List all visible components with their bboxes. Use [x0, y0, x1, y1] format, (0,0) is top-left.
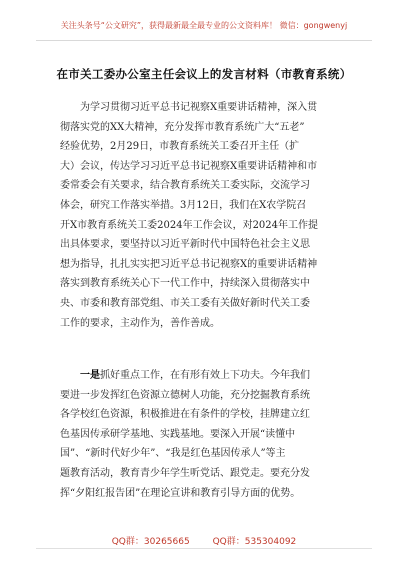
paragraph-1-line: 出具体要求，要坚持以习近平新时代中国特色社会主义思	[60, 239, 310, 251]
paragraph-1-line: 为学习贯彻习近平总书记视察X重要讲话精神，深入贯	[60, 102, 318, 113]
header-banner: 关注头条号“公文研究”，获得最新最全最专业的公文资料库！ 微信：gongwenyj	[60, 21, 348, 30]
paragraph-1-line: 开X市教育系统关工委2024年工作会议，对2024年工作提	[60, 219, 319, 231]
paragraph-2-line: 挥“夕阳红报告团”在理论宣讲和教育引导方面的优势。	[60, 487, 301, 499]
paragraph-2-line: 要进一步发挥红色资源立德树人功能，充分挖掘教育系统	[60, 389, 310, 401]
document-title: 在市关工委办公室主任会议上的发言材料（市教育系统）	[56, 67, 352, 81]
paragraph-2-first-line	[60, 366, 348, 386]
paragraph-1-line: 体会，研究工作落实举措。3月12日，我们在X农学院召	[60, 199, 307, 211]
paragraph-2	[60, 366, 348, 503]
paragraph-2-line: 各学校红色资源，积极推进在有条件的学校，挂牌建立红	[60, 409, 310, 421]
footer-qq-group-2: QQ群：535304092	[212, 537, 297, 547]
paragraph-2-lead: 一是	[80, 370, 100, 381]
paragraph-2-line: 题教育活动，教育青少年学生听党话、跟党走。要充分发	[60, 467, 310, 479]
footer-divider	[36, 548, 372, 549]
paragraph-1	[60, 98, 348, 333]
footer-qq-group-1: QQ群：30265665	[111, 537, 190, 547]
paragraph-2-line: 国”、“新时代好少年”、“我是红色基因传承人”等主	[60, 448, 286, 460]
paragraph-1-line: 经验优势，2月29日，市教育系统关工委召开主任（扩	[60, 141, 300, 153]
footer	[0, 534, 408, 547]
paragraph-1-line: 委常委会有关要求，结合教育系统关工委实际，交流学习	[60, 180, 310, 192]
paragraph-1-line: 想为指导，扎扎实实把习近平总书记视察X的重要讲话精神	[60, 258, 318, 270]
header-divider	[36, 40, 372, 41]
paragraph-1-line: 落实到教育系统关心下一代工作中，持续深入贯彻落实中	[60, 278, 310, 290]
paragraph-1-line: 央、市委和教育部党组、市关工委有关做好新时代关工委	[60, 297, 310, 309]
paragraph-1-line: 彻落实党的XX大精神，充分发挥市教育系统广大“五老”	[60, 121, 305, 133]
paragraph-2-first-rest: 抓好重点工作，在有形有效上下功夫。今年我们	[100, 370, 310, 381]
paragraph-2-line: 色基因传承研学基地、实践基地。要深入开展“读懂中	[60, 428, 296, 440]
paragraph-1-line: 工作的要求，主动作为，善作善成。	[60, 317, 220, 329]
paragraph-1-line: 大）会议，传达学习习近平总书记视察X重要讲话精神和市	[60, 160, 318, 172]
